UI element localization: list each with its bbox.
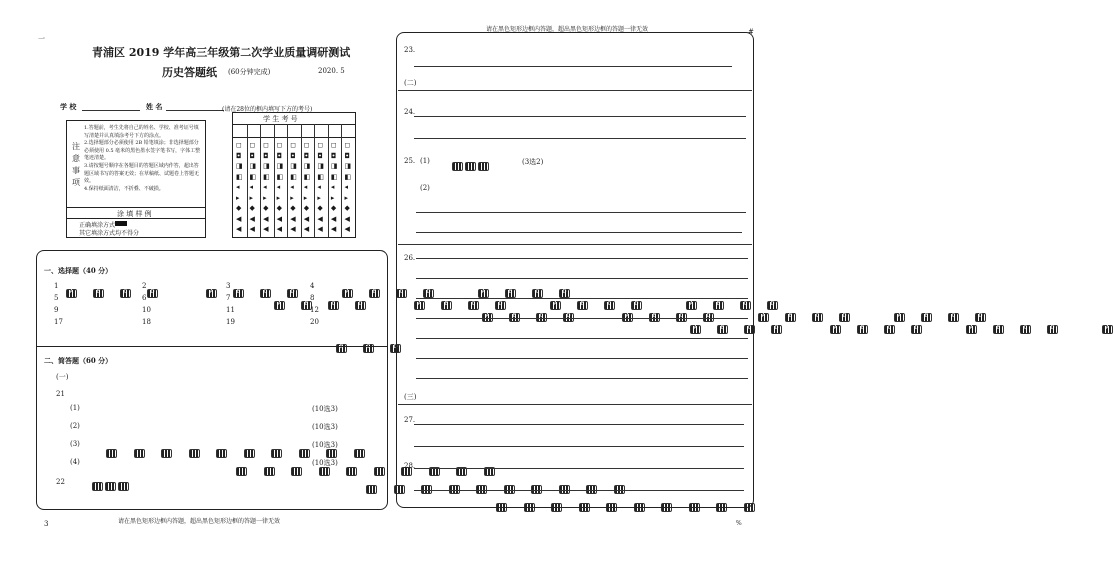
id-bubble[interactable]: ◀ [344, 225, 350, 233]
option-bubble[interactable]: A [550, 301, 561, 310]
option-bubble[interactable]: D [287, 289, 298, 298]
option-bubble[interactable]: B [301, 301, 312, 310]
option-bubble[interactable]: D [390, 344, 401, 353]
id-bubble[interactable]: ◘ [303, 151, 310, 160]
question-number: 10 [142, 306, 151, 314]
option-bubble[interactable]: D [767, 301, 778, 310]
id-bubble[interactable]: ◻ [303, 141, 310, 149]
option-bubble[interactable]: A [966, 325, 977, 334]
q21-option-bubble[interactable] [366, 485, 377, 494]
q24-answer-line[interactable] [414, 138, 746, 139]
id-bubble[interactable]: ◀ [344, 214, 350, 223]
option-bubble[interactable]: C [740, 301, 751, 310]
option-bubble[interactable]: D [355, 301, 366, 310]
option-bubble[interactable]: C [396, 289, 407, 298]
question-number: 9 [54, 306, 59, 314]
option-bubble[interactable]: D [839, 313, 850, 322]
q22-options[interactable] [92, 476, 131, 495]
q27-label: 27. [404, 416, 416, 424]
id-bubble[interactable]: ◆ [249, 204, 255, 212]
q25-options[interactable] [452, 156, 491, 175]
id-bubble[interactable]: ◻ [317, 141, 324, 149]
section1-title: 一、选择题（40 分） [44, 266, 113, 275]
id-bubble[interactable]: ◆ [303, 204, 310, 212]
option-bubble[interactable]: D [1047, 325, 1058, 334]
q25-label: 25. [404, 157, 416, 165]
q21-label: 21 [56, 390, 65, 398]
q21-option-bubble[interactable] [244, 449, 255, 458]
id-bubble[interactable]: ◘ [330, 151, 337, 160]
question-number: 4 [310, 282, 315, 290]
option-bubble[interactable]: C [812, 313, 823, 322]
name-field[interactable] [166, 110, 224, 111]
q26-answer-line[interactable] [416, 298, 748, 299]
q26-label: 26. [404, 254, 416, 262]
id-bubble[interactable]: ◆ [330, 204, 337, 212]
other-fill-label: 其它填涂方式均不得分 [79, 230, 140, 237]
question-number: 18 [142, 318, 151, 326]
school-field[interactable] [82, 110, 140, 111]
option-bubble[interactable]: D [911, 325, 922, 334]
id-bubble[interactable]: ◀ [249, 214, 255, 223]
q21-option-bubble[interactable] [299, 449, 310, 458]
q21-option-bubble[interactable] [291, 467, 302, 476]
q21-option-bubble[interactable] [319, 467, 330, 476]
id-bubble[interactable]: ◘ [317, 151, 323, 160]
q21-row-note: (10选3) [312, 405, 338, 413]
option-bubble[interactable]: C [948, 313, 959, 322]
note-item: 3.请按题号顺序在各题目的答题区域内作答，超出答题区域书写的答案无效；在草稿纸、试题卷上答题无效。 [84, 162, 200, 185]
id-bubble[interactable]: ◧ [249, 172, 257, 181]
q28-label: 28. [404, 462, 416, 470]
q21-option-bubble[interactable] [374, 467, 385, 476]
part2-label: (二) [404, 79, 417, 87]
id-bubble[interactable]: ◧ [330, 172, 338, 181]
id-bubble[interactable]: ◨ [236, 162, 243, 170]
option-bubble[interactable]: B [921, 313, 932, 322]
option-bubble[interactable]: C [536, 313, 547, 322]
id-bubble[interactable]: ◀ [303, 214, 310, 223]
option-bubble[interactable]: B [785, 313, 796, 322]
id-bubble[interactable]: ◀ [276, 214, 283, 223]
question-number: 17 [54, 318, 63, 326]
q23-answer-line[interactable] [414, 66, 732, 67]
footer-notice: 请在黑色矩形边框内答题，超出黑色矩形边框的答题一律无效 [118, 518, 281, 525]
option-bubble[interactable]: C [260, 289, 271, 298]
footer-right-mark: % [736, 520, 742, 527]
id-bubble[interactable]: ◀ [317, 214, 323, 223]
section2-title: 二、简答题（60 分） [44, 356, 113, 365]
id-bubble[interactable]: ◻ [344, 141, 351, 149]
correct-fill-label: 正确填涂方式 [79, 222, 116, 229]
id-bubble[interactable]: ▸ [303, 193, 308, 202]
option-bubble[interactable]: A [1102, 325, 1113, 334]
q26-answer-line[interactable] [416, 258, 748, 259]
option-bubble[interactable]: C [744, 325, 755, 334]
id-bubble[interactable]: ◘ [236, 151, 242, 160]
option-bubble[interactable]: A [478, 289, 489, 298]
note-item: 4.保持纸面清洁，不折叠、不破损。 [84, 185, 164, 192]
correct-fill-sample [115, 221, 127, 226]
q21-row-label: (1) [70, 404, 80, 412]
option-bubble[interactable]: B [233, 289, 244, 298]
q25-answer-line[interactable] [416, 232, 742, 233]
id-bubble[interactable]: ◂ [344, 183, 348, 191]
id-bubble[interactable]: ◆ [344, 204, 350, 212]
option-bubble[interactable]: B [717, 325, 728, 334]
id-bubble[interactable]: ◨ [290, 162, 297, 170]
option-bubble[interactable]: C [604, 301, 615, 310]
question-number: 6 [142, 294, 147, 302]
exam-title: 青浦区 2019 学年高三年级第二次学业质量调研测试 [92, 46, 351, 59]
part3-label: (三) [404, 393, 417, 401]
option-bubble[interactable]: A [342, 289, 353, 298]
corner-mark: # [748, 28, 754, 36]
option-bubble[interactable]: B [336, 344, 347, 353]
id-bubble[interactable]: ◘ [290, 151, 296, 160]
notes-list [84, 125, 202, 193]
id-bubble[interactable]: ◨ [263, 162, 270, 170]
option-bubble[interactable]: C [532, 289, 543, 298]
option-bubble[interactable]: A [622, 313, 633, 322]
id-bubble[interactable]: ◧ [317, 172, 324, 181]
id-bubble[interactable]: ◘ [249, 151, 256, 160]
option-bubble[interactable]: C [328, 301, 339, 310]
option-bubble[interactable]: B [649, 313, 660, 322]
id-bubble[interactable]: ◆ [317, 204, 323, 212]
id-bubble[interactable]: ◀ [290, 214, 296, 223]
id-bubble[interactable]: ◂ [290, 183, 294, 191]
id-bubble[interactable]: ◘ [344, 151, 350, 160]
question-number: 7 [226, 294, 231, 302]
id-bubble[interactable]: ◆ [290, 204, 296, 212]
q28-answer-line[interactable] [414, 490, 744, 491]
q21-row-label: (4) [70, 458, 80, 466]
question-number: 19 [226, 318, 235, 326]
id-bubble[interactable]: ▸ [236, 193, 240, 202]
id-bubble[interactable]: ◆ [276, 204, 283, 212]
q21-row-label: (3) [70, 440, 80, 448]
option-bubble[interactable]: A [206, 289, 217, 298]
top-notice: 请在黑色矩形边框内答题，超出黑色矩形边框的答题一律无效 [486, 26, 649, 33]
example-title: 涂 填 样 例 [117, 210, 152, 218]
id-bubble[interactable]: ◀ [263, 214, 269, 223]
id-bubble[interactable]: ◧ [263, 172, 270, 181]
id-bubble[interactable]: ◀ [276, 225, 283, 233]
id-bubble[interactable]: ◧ [290, 172, 297, 181]
option-bubble[interactable]: A [66, 289, 77, 298]
id-bubble[interactable]: ◧ [344, 172, 352, 181]
q26-answer-line[interactable] [416, 378, 748, 379]
part1-label: (一) [56, 373, 69, 381]
answer-area-right [396, 32, 754, 508]
q21-option-bubble[interactable] [134, 449, 145, 458]
option-bubble[interactable]: A [274, 301, 285, 310]
id-bubble[interactable]: ◻ [249, 141, 256, 149]
student-id-grid[interactable] [232, 112, 356, 238]
note-item: 2.选择题部分必须使用 2B 铅笔填涂；非选择题部分必须使用 0.5 毫米的黑色墨水签字笔书写，字体工整笔迹清楚。 [84, 140, 201, 162]
q28-answer-line[interactable] [414, 468, 744, 469]
option-bubble[interactable]: A [894, 313, 905, 322]
id-bubble[interactable]: ◀ [290, 225, 296, 233]
school-label: 学 校 [60, 102, 77, 111]
q21-row-label: (2) [70, 422, 80, 430]
id-bubble[interactable]: ◨ [276, 162, 284, 170]
q26-answer-line[interactable] [416, 358, 748, 359]
notes-side-label: 注 意 事 项 [72, 142, 80, 187]
id-bubble[interactable]: ◘ [263, 151, 269, 160]
q26-answer-line[interactable] [416, 278, 748, 279]
option-bubble[interactable]: C [884, 325, 895, 334]
top-mark: 一 [38, 35, 45, 43]
option-bubble[interactable]: B [93, 289, 104, 298]
id-bubble[interactable]: ◻ [330, 141, 337, 149]
option-bubble[interactable]: D [559, 289, 570, 298]
id-bubble[interactable]: ◂ [303, 183, 308, 191]
option-bubble[interactable]: D [563, 313, 574, 322]
id-bubble[interactable]: ◀ [303, 225, 310, 233]
q21-row-note: (10选3) [312, 441, 338, 449]
q21-option-bubble[interactable] [106, 449, 117, 458]
option-bubble[interactable]: C [363, 344, 374, 353]
option-bubble[interactable]: B [441, 301, 452, 310]
q21-option-bubble[interactable] [354, 449, 365, 458]
id-bubble[interactable]: ◂ [236, 183, 240, 191]
q26-answer-line[interactable] [416, 318, 748, 319]
option-bubble[interactable]: B [993, 325, 1004, 334]
q21-option-bubble[interactable] [216, 449, 227, 458]
id-bubble[interactable]: ▸ [276, 193, 281, 202]
option-bubble[interactable]: D [147, 289, 158, 298]
id-bubble[interactable]: ◀ [330, 214, 337, 223]
q21-option-bubble[interactable] [236, 467, 247, 476]
option-bubble[interactable]: D [703, 313, 714, 322]
note-item: 1.答题前，考生先将自己的姓名、学校、准考证号填写清楚并认真填涂考号下方的涂点。 [84, 125, 199, 139]
id-bubble[interactable]: ▸ [263, 193, 267, 202]
id-bubble[interactable]: ◀ [263, 225, 269, 233]
option-bubble[interactable]: B [577, 301, 588, 310]
option-bubble[interactable]: C [676, 313, 687, 322]
question-number: 3 [226, 282, 231, 290]
id-bubble[interactable]: ◨ [317, 162, 324, 170]
footer-left-mark: 3 [44, 520, 49, 528]
exam-date: 2020. 5 [318, 67, 345, 75]
option-bubble[interactable]: B [713, 301, 724, 310]
sheet-title: 历史答题纸 [162, 66, 217, 79]
q26-answer-line[interactable] [416, 338, 748, 339]
id-bubble[interactable]: ◘ [276, 151, 283, 160]
id-bubble[interactable]: ◀ [236, 225, 242, 233]
id-bubble[interactable]: ▸ [344, 193, 348, 202]
id-bubble[interactable]: ◀ [317, 225, 323, 233]
q21-option-bubble[interactable] [161, 449, 172, 458]
id-bubble[interactable]: ▸ [317, 193, 321, 202]
id-bubble[interactable]: ◂ [330, 183, 335, 191]
question-number: 2 [142, 282, 147, 290]
question-number: 11 [226, 306, 235, 314]
q23-label: 23. [404, 46, 416, 54]
id-bubble[interactable]: ◻ [290, 141, 297, 149]
question-number: 20 [310, 318, 319, 326]
option-bubble[interactable]: D [975, 313, 986, 322]
id-bubble[interactable]: ◻ [276, 141, 283, 149]
option-bubble[interactable]: D [771, 325, 782, 334]
option-bubble[interactable]: A [414, 301, 425, 310]
question-number: 1 [54, 282, 59, 290]
q21-row-note: (10选3) [312, 423, 338, 431]
id-header: 学 生 考 号 [263, 115, 298, 123]
option-bubble[interactable]: A [482, 313, 493, 322]
q25-2-label: (2) [420, 184, 430, 192]
option-bubble[interactable]: D [423, 289, 434, 298]
id-bubble[interactable]: ◨ [330, 162, 338, 170]
option-bubble[interactable]: B [369, 289, 380, 298]
q21-row-note: (10选3) [312, 459, 338, 467]
option-bubble[interactable]: D [631, 301, 642, 310]
q24-label: 24. [404, 108, 416, 116]
id-bubble[interactable]: ◻ [236, 141, 242, 149]
id-bubble[interactable]: ◆ [263, 204, 269, 212]
q21-option-bubble[interactable] [264, 467, 275, 476]
id-bubble[interactable]: ◀ [236, 214, 242, 223]
q25-note: (3选2) [522, 158, 544, 166]
id-bubble[interactable]: ◨ [344, 162, 352, 170]
option-bubble[interactable]: A [830, 325, 841, 334]
id-bubble[interactable]: ◨ [303, 162, 311, 170]
option-bubble[interactable]: B [509, 313, 520, 322]
option-bubble[interactable]: C [120, 289, 131, 298]
duration: (60分钟完成) [228, 68, 271, 76]
id-bubble[interactable]: ◧ [276, 172, 284, 181]
id-bubble[interactable]: ◀ [330, 225, 337, 233]
id-bubble[interactable]: ◂ [263, 183, 267, 191]
option-bubble[interactable]: B [505, 289, 516, 298]
question-number: 5 [54, 294, 59, 302]
option-bubble[interactable]: D [495, 301, 506, 310]
option-bubble[interactable]: A [686, 301, 697, 310]
id-bubble[interactable]: ◂ [249, 183, 254, 191]
id-bubble[interactable]: ▸ [290, 193, 294, 202]
id-bubble[interactable]: ◂ [276, 183, 281, 191]
notes-box [66, 120, 206, 238]
q24-answer-line[interactable] [414, 116, 746, 117]
id-bubble[interactable]: ◧ [303, 172, 311, 181]
id-bubble[interactable]: ◂ [317, 183, 321, 191]
q25-1-label: (1) [420, 157, 430, 165]
option-bubble[interactable]: C [1020, 325, 1031, 334]
q27-answer-line[interactable] [414, 446, 744, 447]
id-note: (请在28位的框内填写下方的考号) [222, 106, 313, 113]
q21-option-bubble[interactable] [346, 467, 357, 476]
question-number: 8 [310, 294, 315, 302]
option-bubble[interactable]: A [758, 313, 769, 322]
q25-answer-line[interactable] [416, 212, 746, 213]
name-label: 姓 名 [146, 102, 163, 111]
option-bubble[interactable]: A [690, 325, 701, 334]
id-bubble[interactable]: ◀ [249, 225, 255, 233]
id-bubble[interactable]: ◨ [249, 162, 257, 170]
q27-answer-line[interactable] [414, 424, 744, 425]
q21-option-bubble[interactable] [271, 449, 282, 458]
option-bubble[interactable]: B [857, 325, 868, 334]
id-bubble[interactable]: ▸ [249, 193, 254, 202]
id-bubble[interactable]: ◧ [236, 172, 243, 181]
id-bubble[interactable]: ◆ [236, 204, 242, 212]
q21-option-bubble[interactable] [326, 449, 337, 458]
id-bubble[interactable]: ◻ [263, 141, 269, 149]
option-bubble[interactable]: C [468, 301, 479, 310]
id-bubble[interactable]: ▸ [330, 193, 335, 202]
q21-option-bubble[interactable] [189, 449, 200, 458]
question-number: 12 [310, 306, 319, 314]
q22-label: 22 [56, 478, 65, 486]
